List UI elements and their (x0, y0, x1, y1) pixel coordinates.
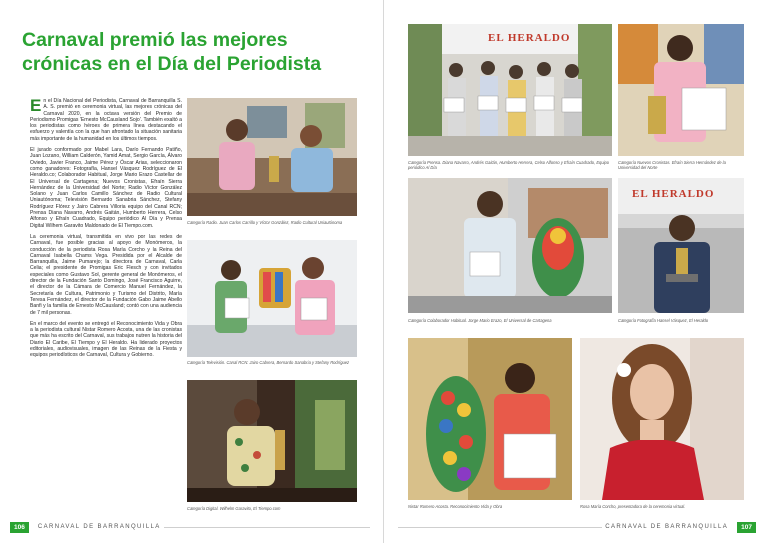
photo-colaborador-category (408, 178, 612, 313)
caption-nuevos: Categoría Nuevos Cronistas. Efraín Sierra Hernández de la Universidad del Norte (618, 160, 726, 170)
photo-radio-image (187, 98, 357, 216)
sign-el-heraldo-2: EL HERALDO (632, 188, 715, 200)
footer-left (10, 521, 164, 533)
photo-nuevos-category (618, 24, 744, 156)
drop-cap: E (30, 96, 42, 115)
caption-nistar: Nistar Romero Acosta. Reconocimiento Vida y Obra (408, 504, 503, 509)
photo-digital-image (187, 380, 357, 502)
photo-colaborador-image (408, 178, 612, 313)
caption-radio: Categoría Radio. Juan Carlos Carrillo y Víctor González, Radio Cultural Uniautónoma (187, 220, 343, 225)
sign-el-heraldo-1: EL HERALDO (488, 32, 571, 44)
caption-fotografia: Categoría Fotografía Hansel Vásquez, El Heraldo (618, 318, 709, 323)
paragraph-4: En el marco del evento se entregó el Reconocimiento Vida y Obra a la periodista cultural Nistar Romero Acosta, una de las cronistas que más ha escrito del Carnaval, sus trabajos nutren la historia del Diario El Caribe, El Tiempo y El Heraldo. Ha liderado proyectos editoriales, audiovisuales, imagen de las Reinas de la Fiesta y equipos periodísticos de Carnaval, Cultura y Gobierno. (30, 320, 182, 359)
caption-tv: Categoría Televisión. Canal RCN: Jairo Cabrera, Bernardo Sanabria y Stefany Rodríguez (187, 360, 350, 365)
photo-radio-category (187, 98, 357, 216)
photo-rosa-maria (580, 338, 744, 500)
photo-prensa-category (408, 24, 612, 156)
caption-prensa: Categoría Prensa. Diana Navarro, Andrés Gaitán, Humberto Herrera, Celso Alfonso y Efraín Cuadrado, Equipo periódico Al Día (408, 160, 610, 170)
footer-right (602, 521, 756, 533)
right-page (384, 0, 768, 543)
caption-colaborador: Categoría Colaborador Habitual. Jorge Mario Erazo, El Universal de Cartagena (408, 318, 552, 323)
page-number-right: 107 (737, 522, 756, 533)
photo-fotografia-category (618, 178, 744, 313)
caption-digital: Categoría Digital. Wilhelm Garavito, El Tiempo.com (187, 506, 281, 511)
article-column-1 (30, 98, 182, 364)
photo-nistar-recognition (408, 338, 572, 500)
photo-digital-category (187, 380, 357, 502)
photo-rosa-image (580, 338, 744, 500)
article-title: Carnaval premió las mejores crónicas en el Día del Periodista (22, 29, 322, 75)
caption-rosa: Rosa María Corcho, presentadora de la ceremonia virtual. (580, 504, 686, 509)
paragraph-1: En el Día Nacional del Periodista, Carnaval de Barranquilla S. A. S. premió en ceremonia virtual, las mejores crónicas del Carnaval 2020, en la octava versión del Premio de Periodismo Promigas 'Ernesto McCausland Sojo'. También exaltó a los periodistas como héroes de primera línea destacando el esfuerzo y valentía con la que han afrontado la situación sanitaria más importante de la humanidad en los últimos tiempos. (30, 96, 182, 142)
photo-nuevos-image (618, 24, 744, 156)
photo-tv-category (187, 240, 357, 357)
paragraph-2: El jurado conformado por Mabel Lara, Darío Fernando Patiño, Juan Lozano, William Calderón, Yamid Amat, Sergio García, Álvaro Oviedo, Javier Franco, Jaime Pérez y Óscar Arias, seleccionaron como ganadores: Fotografía, Hansel Vásquez Rodríguez de El Heraldo.co; Colaborador Habitual, Jorge Mario Erazo Castellar de El Universal de Cartagena; Nuevos Cronistas, Efraín Sierra Hernández de la Universidad del Norte; Radio Víctor González Solano y Juan Carlos Camillo Sánchez de Radio Cultural Uniautónoma; Televisión Bernardo Sanabria Sánchez, Stefany Rodríguez Flórez y Jairo Cabrera Villoria equipo del Canal RCN; Prensa Diana Navarro, Andrés Gaitán, Humberto Herrera, Celso Alfonso y Efraín Cuadrado, Equipo periódico Al Día y Prensa Digital Wilhem Garavito Maldonado de El Tiempo.com. (30, 147, 182, 229)
footer-brand-right: CARNAVAL DE BARRANQUILLA (602, 524, 731, 530)
page-number-left: 106 (10, 522, 29, 533)
footer-brand-left: CARNAVAL DE BARRANQUILLA (35, 524, 164, 530)
photo-nistar-image (408, 338, 572, 500)
paragraph-3: La ceremonia virtual, transmitida en vivo por las redes de Carnaval, fue posible gracias al apoyo de Monómeros, la conducción de la periodista Rosa María Corcho y la Reina del Carnaval Isabella Chams Vega. Presidida por el Alcalde de Barranquilla, Jaime Pumarejo; la directora de Carnaval, Carla Celia; el presidente de Promigas Eric Flesch y con invitados especiales como Gustavo Sol, gerente general de Monómeros, el director de la Fundación Santo Domingo, José Francisco Aguirre, el director de la Cámara de Comercio Manuel Fernández, la Secretaría de Cultura, Patrimonio y Turismo del Distrito, María Teresa Fernández, el director de la Fundación Gabo Jaime Abello Banfi y la familia de Ernesto McCausland; contó con una audiencia de 7 mil personas. (30, 233, 182, 316)
photo-tv-image (187, 240, 357, 357)
